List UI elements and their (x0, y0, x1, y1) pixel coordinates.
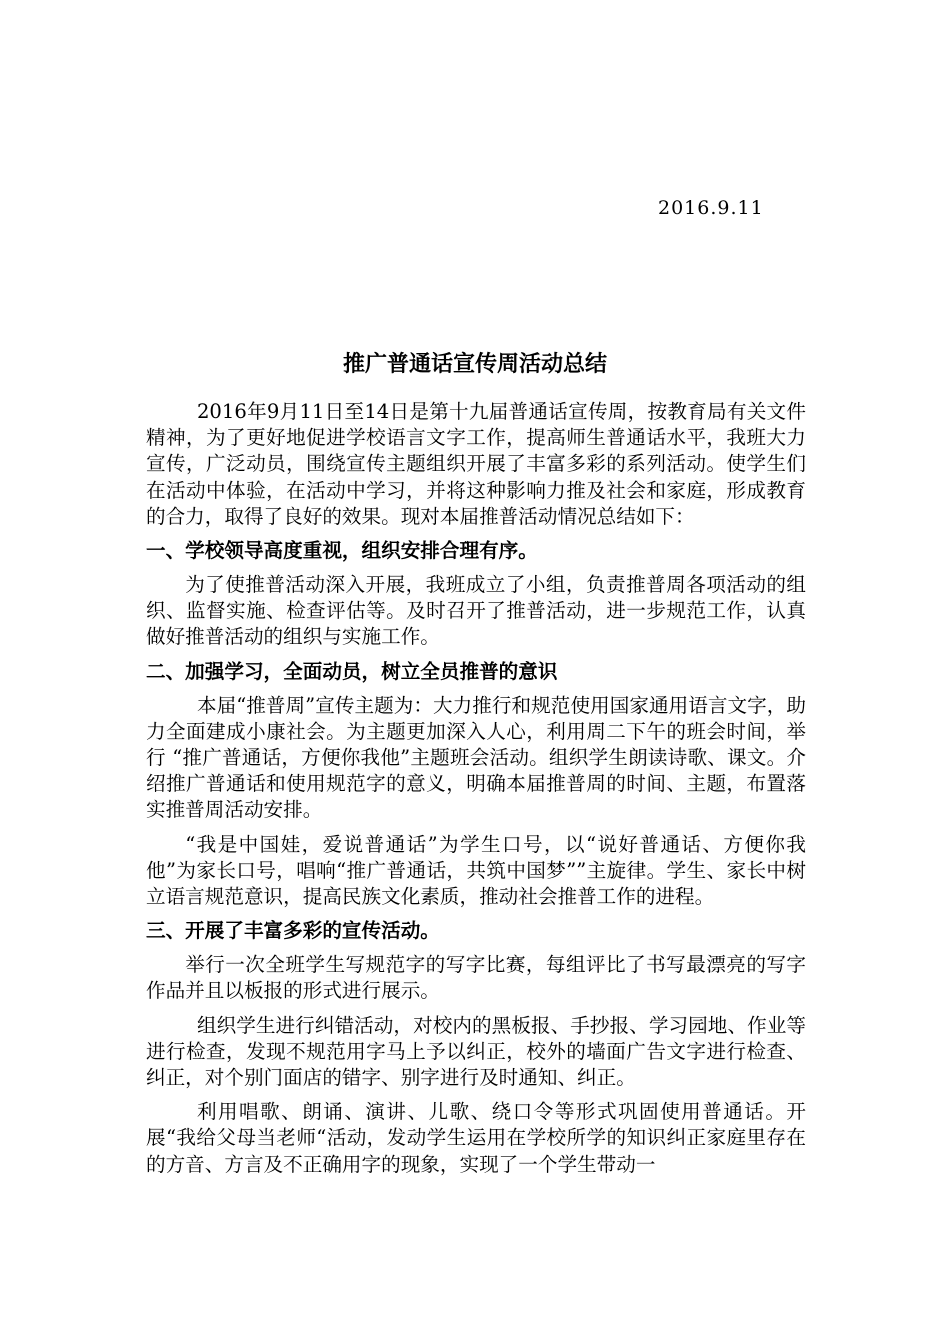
document-date: 2016.9.11 (658, 197, 764, 219)
intro-paragraph: 2016年9月11日至14日是第十九届普通话宣传周，按教育局有关文件精神，为了更好地促进学校语言文字工作，提高师生普通话水平，我班大力宣传，广泛动员，围绕宣传主题组织开展了丰富多彩的系列活动。使学生们在活动中体验，在活动中学习，并将这种影响力推及社会和家庭，形成教育的合力，取得了良好的效果。现对本届推普活动情况总结如下： (146, 400, 806, 528)
section-2-paragraph-1: 本届“推普周”宣传主题为：大力推行和规范使用国家通用语言文字，助力全面建成小康社会。为主题更加深入人心，利用周二下午的班会时间，举行 “推广普通话，方便你我他”主题班会活动。组织学生朗读诗歌、课文。介绍推广普通话和使用规范字的意义，明确本届推普周的时间、主题，布置落实推普周活动安排。 (146, 693, 806, 822)
section-3-paragraph-2: 组织学生进行纠错活动，对校内的黑板报、手抄报、学习园地、作业等进行检查，发现不规范用字马上予以纠正，校外的墙面广告文字进行检查、纠正，对个别门面店的错字、别字进行及时通知、纠正。 (146, 1013, 806, 1090)
section-3-heading: 三、开展了丰富多彩的宣传活动。 (146, 919, 440, 943)
section-3-paragraph-1: 举行一次全班学生写规范字的写字比赛，每组评比了书写最漂亮的写字作品并且以板报的形式进行展示。 (146, 953, 806, 1003)
section-1-paragraph-1: 为了使推普活动深入开展，我班成立了小组，负责推普周各项活动的组织、监督实施、检查评估等。及时召开了推普活动，进一步规范工作，认真做好推普活动的组织与实施工作。 (146, 573, 806, 649)
section-2-heading: 二、加强学习，全面动员，树立全员推普的意识 (146, 659, 558, 683)
section-3-paragraph-3: 利用唱歌、朗诵、演讲、儿歌、绕口令等形式巩固使用普通话。开展“我给父母当老师“活动，发动学生运用在学校所学的知识纠正家庭里存在的方音、方言及不正确用字的现象，实现了一个学生带动一 (146, 1100, 806, 1176)
section-1-heading: 一、学校领导高度重视，组织安排合理有序。 (146, 539, 538, 563)
document-body (146, 399, 806, 1186)
document-title: 推广普通话宣传周活动总结 (342, 352, 607, 377)
section-2-paragraph-2: “我是中国娃，爱说普通话”为学生口号，以“说好普通话、方便你我他”为家长口号，唱响“推广普通话，共筑中国梦””主旋律。学生、家长中树立语言规范意识，提高民族文化素质，推动社会推普工作的进程。 (146, 832, 806, 909)
